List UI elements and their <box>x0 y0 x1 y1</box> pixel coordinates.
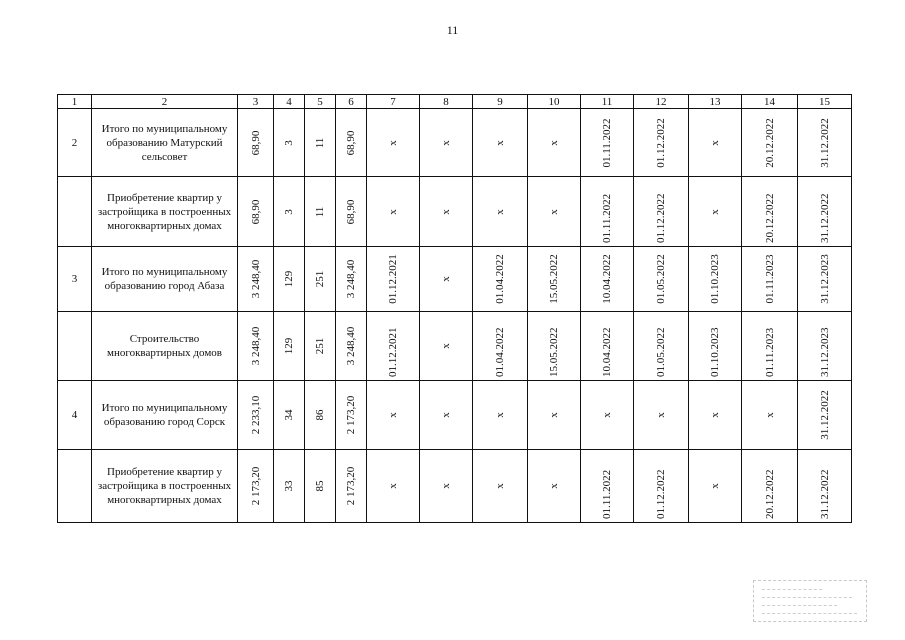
header-cell: 4 <box>274 95 305 109</box>
value-cell <box>742 247 798 312</box>
value-cell <box>336 177 367 247</box>
row-name: Строительство многоквартирных домов <box>92 312 238 381</box>
value-text: x <box>548 139 560 146</box>
value-cell <box>742 109 798 177</box>
value-text: 85 <box>314 480 326 492</box>
header-cell: 9 <box>473 95 528 109</box>
value-cell <box>238 177 274 247</box>
value-text: 3 248,40 <box>345 259 357 299</box>
value-text: 3 <box>283 208 295 215</box>
value-text: 01.10.2023 <box>709 254 721 304</box>
row-number <box>58 450 92 523</box>
value-text: x <box>387 208 399 215</box>
value-cell <box>420 312 473 381</box>
schedule-table <box>57 94 852 523</box>
value-text: x <box>548 483 560 489</box>
row-number: 3 <box>58 247 92 312</box>
value-cell <box>798 312 852 381</box>
header-cell: 8 <box>420 95 473 109</box>
value-cell <box>581 381 634 450</box>
value-cell <box>634 312 689 381</box>
value-text: 11 <box>314 137 326 148</box>
value-cell <box>367 177 420 247</box>
value-text: 01.11.2022 <box>601 117 613 168</box>
value-text: 01.12.2022 <box>655 117 667 168</box>
value-cell <box>420 177 473 247</box>
value-text: 10.04.2022 <box>601 327 613 377</box>
value-cell <box>528 312 581 381</box>
value-text: x <box>548 412 560 418</box>
value-text: 01.12.2022 <box>655 193 667 243</box>
value-text: 68,90 <box>345 130 357 155</box>
row-name: Итого по муниципальному образованию город Сорск <box>92 381 238 450</box>
value-cell <box>274 312 305 381</box>
value-text: x <box>709 139 721 146</box>
value-text: 01.05.2022 <box>655 254 667 304</box>
row-name: Приобретение квартир у застройщика в построенных многоквартирных домах <box>92 177 238 247</box>
value-text: 01.04.2022 <box>494 327 506 377</box>
value-cell <box>742 177 798 247</box>
value-cell <box>634 381 689 450</box>
value-cell <box>528 109 581 177</box>
header-cell: 10 <box>528 95 581 109</box>
value-text: 01.11.2022 <box>601 469 613 519</box>
value-text: 31.12.2023 <box>818 254 831 304</box>
value-cell <box>798 177 852 247</box>
value-cell <box>528 381 581 450</box>
value-cell <box>367 312 420 381</box>
stamp-mark <box>753 580 867 622</box>
value-cell <box>634 450 689 523</box>
value-cell <box>742 312 798 381</box>
value-text: 01.05.2022 <box>655 327 667 377</box>
value-text: x <box>440 412 452 418</box>
value-text: 15.05.2022 <box>548 327 560 377</box>
value-cell <box>528 177 581 247</box>
value-cell <box>238 450 274 523</box>
value-text: 11 <box>314 206 326 217</box>
value-cell <box>336 312 367 381</box>
value-text: 129 <box>283 337 295 355</box>
value-cell <box>798 381 852 450</box>
value-text: 20.12.2022 <box>763 117 776 168</box>
page-number: 11 <box>446 23 459 37</box>
value-cell <box>634 247 689 312</box>
value-cell <box>305 177 336 247</box>
value-text: 31.12.2022 <box>818 117 831 168</box>
value-text: 01.12.2021 <box>387 327 399 377</box>
table-row <box>58 247 852 312</box>
value-cell <box>528 247 581 312</box>
value-text: 01.12.2022 <box>655 469 667 519</box>
value-cell <box>420 381 473 450</box>
value-cell <box>634 109 689 177</box>
value-text: 68,90 <box>249 199 262 224</box>
value-cell <box>798 247 852 312</box>
value-text: 01.12.2021 <box>387 254 399 304</box>
value-text: 15.05.2022 <box>548 254 560 304</box>
value-text: 2 173,20 <box>345 395 357 435</box>
value-text: 86 <box>314 409 326 421</box>
value-cell <box>581 312 634 381</box>
header-cell: 15 <box>798 95 852 109</box>
value-text: x <box>548 208 560 215</box>
header-cell: 5 <box>305 95 336 109</box>
value-cell <box>367 247 420 312</box>
value-text: 01.04.2022 <box>494 254 506 304</box>
value-cell <box>274 381 305 450</box>
value-text: 01.11.2023 <box>763 254 776 304</box>
value-text: x <box>709 208 721 215</box>
value-text: 2 173,20 <box>249 466 262 506</box>
value-cell <box>581 450 634 523</box>
value-text: x <box>494 208 506 215</box>
value-text: x <box>709 412 721 418</box>
value-cell <box>420 247 473 312</box>
value-text: 10.04.2022 <box>601 254 613 304</box>
value-text: 3 248,40 <box>249 259 262 299</box>
value-text: x <box>387 483 399 489</box>
value-cell <box>238 109 274 177</box>
value-text: x <box>494 483 506 489</box>
value-cell <box>238 381 274 450</box>
value-text: x <box>387 139 399 146</box>
table-row <box>58 450 852 523</box>
value-cell <box>473 247 528 312</box>
value-text: x <box>440 139 452 146</box>
row-number: 2 <box>58 109 92 177</box>
value-text: x <box>440 483 452 489</box>
header-cell: 2 <box>92 95 238 109</box>
value-cell <box>742 381 798 450</box>
value-text: x <box>387 412 399 418</box>
value-text: 01.11.2023 <box>763 327 776 377</box>
value-text: 31.12.2023 <box>818 327 831 377</box>
value-text: 01.11.2022 <box>601 193 613 243</box>
row-number: 4 <box>58 381 92 450</box>
value-text: 251 <box>314 337 326 355</box>
value-cell <box>238 312 274 381</box>
value-cell <box>473 450 528 523</box>
value-cell <box>367 381 420 450</box>
row-number <box>58 312 92 381</box>
value-text: 33 <box>283 480 295 492</box>
value-text: x <box>440 343 452 349</box>
value-cell <box>689 177 742 247</box>
value-cell <box>420 450 473 523</box>
table-row <box>58 381 852 450</box>
value-text: 251 <box>314 270 326 288</box>
value-cell <box>634 177 689 247</box>
value-text: 3 <box>283 139 295 146</box>
header-cell: 11 <box>581 95 634 109</box>
value-cell <box>305 450 336 523</box>
value-cell <box>798 109 852 177</box>
value-text: 20.12.2022 <box>763 469 776 519</box>
header-row <box>58 95 852 109</box>
value-cell <box>473 312 528 381</box>
value-cell <box>336 247 367 312</box>
value-text: 2 233,10 <box>249 395 262 435</box>
value-text: x <box>709 483 721 489</box>
value-cell <box>274 177 305 247</box>
value-cell <box>336 450 367 523</box>
value-cell <box>305 381 336 450</box>
value-cell <box>367 109 420 177</box>
row-name: Итого по муниципальному образованию город Абаза <box>92 247 238 312</box>
value-cell <box>581 177 634 247</box>
value-cell <box>689 450 742 523</box>
value-cell <box>420 109 473 177</box>
value-cell <box>274 109 305 177</box>
value-text: 3 248,40 <box>249 326 262 366</box>
value-cell <box>274 450 305 523</box>
header-cell: 12 <box>634 95 689 109</box>
header-cell: 3 <box>238 95 274 109</box>
value-text: 31.12.2022 <box>818 390 831 440</box>
value-text: 2 173,20 <box>345 466 357 506</box>
header-cell: 14 <box>742 95 798 109</box>
value-text: x <box>440 208 452 215</box>
value-cell <box>473 109 528 177</box>
row-name: Приобретение квартир у застройщика в построенных многоквартирных домах <box>92 450 238 523</box>
value-cell <box>473 177 528 247</box>
table-row <box>58 109 852 177</box>
value-cell <box>336 109 367 177</box>
value-cell <box>689 109 742 177</box>
value-text: 34 <box>283 409 295 421</box>
value-text: x <box>494 412 506 418</box>
value-cell <box>336 381 367 450</box>
value-cell <box>528 450 581 523</box>
value-cell <box>274 247 305 312</box>
value-cell <box>473 381 528 450</box>
value-cell <box>689 312 742 381</box>
value-text: x <box>494 139 506 146</box>
table-row <box>58 312 852 381</box>
value-cell <box>367 450 420 523</box>
value-text: 31.12.2022 <box>818 193 831 243</box>
value-text: 20.12.2022 <box>763 193 776 243</box>
value-cell <box>581 109 634 177</box>
value-text: 129 <box>283 270 295 288</box>
header-cell: 1 <box>58 95 92 109</box>
value-cell <box>305 247 336 312</box>
value-text: 68,90 <box>249 130 262 155</box>
row-number <box>58 177 92 247</box>
value-text: 01.10.2023 <box>709 327 721 377</box>
value-text: 3 248,40 <box>345 326 357 366</box>
value-cell <box>581 247 634 312</box>
value-text: x <box>655 412 667 418</box>
value-cell <box>305 109 336 177</box>
value-cell <box>238 247 274 312</box>
header-cell: 7 <box>367 95 420 109</box>
value-text: x <box>763 412 776 418</box>
value-text: x <box>440 276 452 282</box>
value-cell <box>798 450 852 523</box>
value-text: 31.12.2022 <box>818 469 831 519</box>
row-name: Итого по муниципальному образованию Матурский сельсовет <box>92 109 238 177</box>
value-text: 68,90 <box>345 199 357 224</box>
value-cell <box>742 450 798 523</box>
value-cell <box>689 247 742 312</box>
value-text: x <box>601 412 613 418</box>
value-cell <box>305 312 336 381</box>
table-row <box>58 177 852 247</box>
value-cell <box>689 381 742 450</box>
header-cell: 13 <box>689 95 742 109</box>
header-cell: 6 <box>336 95 367 109</box>
